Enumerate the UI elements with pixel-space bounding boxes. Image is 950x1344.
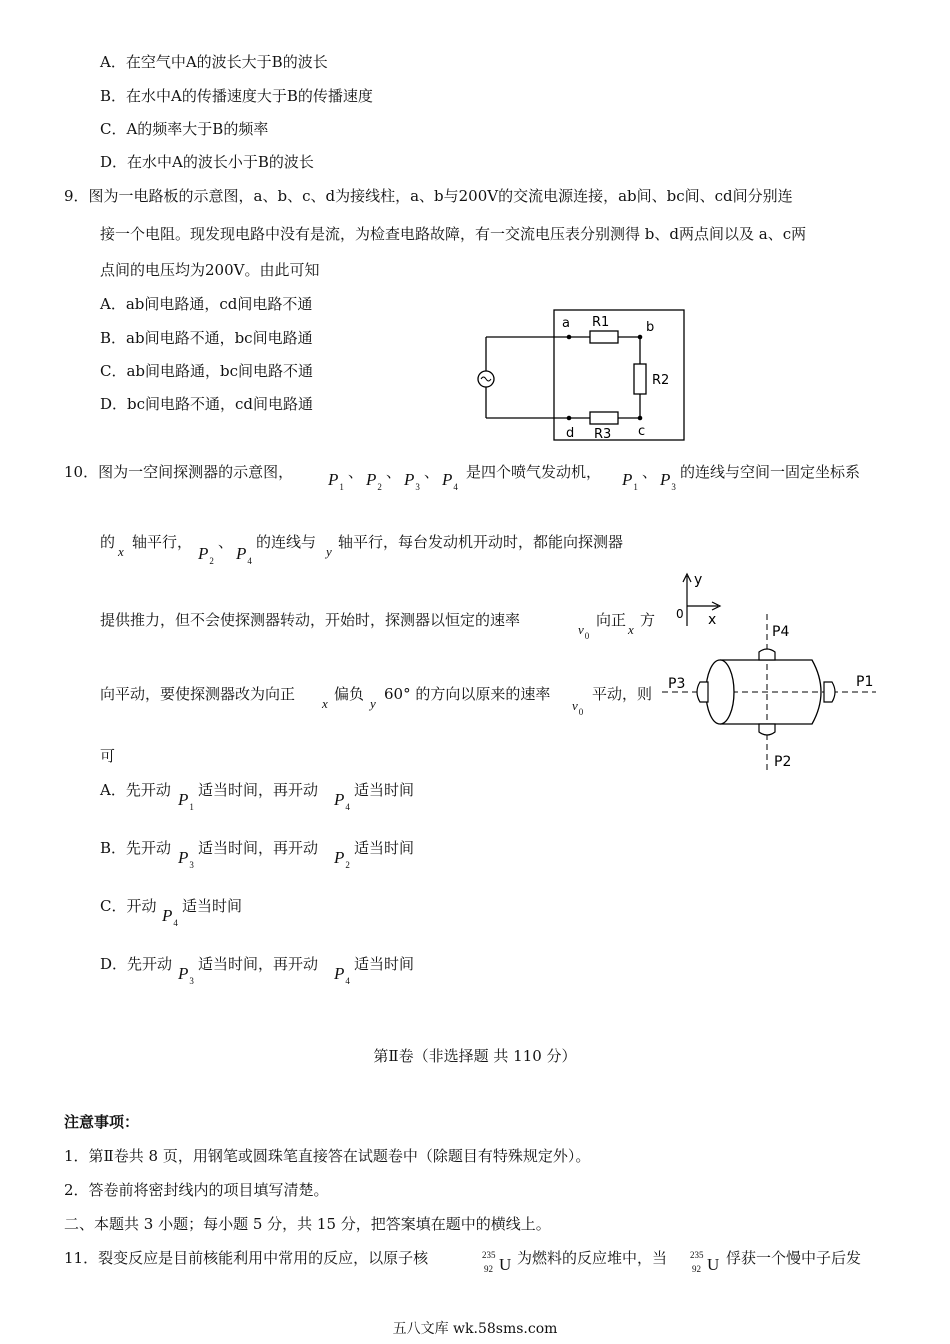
thruster-p4 bbox=[759, 649, 775, 660]
circuit-diagram bbox=[470, 304, 690, 446]
thruster-p1 bbox=[824, 682, 835, 702]
thruster-p2 bbox=[759, 724, 775, 735]
part2-title: 第Ⅱ卷（非选择题 共 110 分） bbox=[373, 1047, 577, 1065]
q9-option-c: C．ab间电路通，bc间电路不通 bbox=[100, 362, 314, 380]
sym-y: y bbox=[326, 544, 332, 559]
q9-line2: 接一个电阻。现发现电路中没有是流，为检查电路故障，有一交流电压表分别测得 b、d两点间以及 a、c两 bbox=[100, 225, 807, 243]
svg-text:x: x bbox=[708, 612, 717, 628]
space-probe-diagram bbox=[660, 610, 880, 780]
p2-label: P2 bbox=[774, 754, 792, 770]
p3-label: P3 bbox=[668, 676, 686, 692]
sym-p4-b: $P_4$ bbox=[236, 544, 252, 566]
q11-text-b: 为燃料的反应堆中，当 bbox=[517, 1249, 668, 1267]
q9-option-d: D．bc间电路不通，cd间电路通 bbox=[100, 395, 314, 413]
terminal-d-label: d bbox=[566, 426, 575, 441]
sym-p2: $P_2$ bbox=[366, 470, 382, 492]
q11-text-a: 11．裂变反应是目前核能利用中常用的反应，以原子核 bbox=[64, 1249, 429, 1267]
r1-label: R1 bbox=[592, 315, 610, 330]
sym-p3-b: $P_3$ bbox=[660, 470, 676, 492]
p4-label: P4 bbox=[772, 624, 790, 640]
q11-text-c: 俘获一个慢中子后发 bbox=[726, 1249, 862, 1267]
sym-p1: $P_1$ bbox=[328, 470, 344, 492]
q10-line1-a: 10．图为一空间探测器的示意图， bbox=[64, 463, 294, 481]
terminal-a-label: a bbox=[562, 316, 570, 331]
notice-title: 注意事项： bbox=[64, 1113, 140, 1131]
q9-option-a: A．ab间电路通，cd间电路不通 bbox=[100, 295, 313, 313]
terminal-b-label: b bbox=[646, 320, 655, 335]
section-2-heading: 二、本题共 3 小题；每小题 5 分，共 15 分，把答案填在题中的横线上。 bbox=[64, 1215, 551, 1233]
r3-label: R3 bbox=[594, 427, 612, 442]
svg-text:0: 0 bbox=[676, 607, 684, 621]
sym-x: x bbox=[118, 544, 124, 559]
resistor-r2 bbox=[634, 364, 646, 394]
q8-option-c: C．A的频率大于B的频率 bbox=[100, 120, 269, 138]
nuclide-u235: 235 92 U bbox=[482, 1250, 512, 1274]
r2-label: R2 bbox=[652, 373, 670, 388]
sym-p2-b: $P_2$ bbox=[198, 544, 214, 566]
q9-line1: 9．图为一电路板的示意图，a、b、c、d为接线柱，a、b与200V的交流电源连接，ab间、bc间、cd间分别连 bbox=[64, 187, 793, 205]
thruster-p3 bbox=[697, 682, 708, 702]
sym-p4: $P_4$ bbox=[442, 470, 458, 492]
svg-text:y: y bbox=[694, 572, 703, 588]
notice-2: 2．答卷前将密封线内的项目填写清楚。 bbox=[64, 1181, 329, 1199]
sym-v0-b: $v_0$ bbox=[572, 698, 584, 717]
q9-line3: 点间的电压均为200V。由此可知 bbox=[100, 261, 320, 279]
q9-option-b: B．ab间电路不通，bc间电路通 bbox=[100, 329, 313, 347]
q8-option-b: B．在水中A的传播速度大于B的传播速度 bbox=[100, 87, 373, 105]
resistor-r3 bbox=[590, 412, 618, 424]
resistor-r1 bbox=[590, 331, 618, 343]
footer-watermark: 五八文库 wk.58sms.com bbox=[392, 1321, 558, 1337]
p1-label: P1 bbox=[856, 674, 874, 690]
sym-p3: $P_3$ bbox=[404, 470, 420, 492]
nuclide-u235-b: 235 92 U bbox=[690, 1250, 720, 1274]
sym-v0: $v_0$ bbox=[578, 622, 590, 641]
terminal-c-label: c bbox=[638, 424, 646, 439]
q8-option-a: A．在空气中A的波长大于B的波长 bbox=[100, 53, 328, 71]
q8-option-d: D．在水中A的波长小于B的波长 bbox=[100, 153, 314, 171]
sym-p1-b: $P_1$ bbox=[622, 470, 638, 492]
notice-1: 1．第Ⅱ卷共 8 页，用钢笔或圆珠笔直接答在试题卷中（除题目有特殊规定外）。 bbox=[64, 1147, 591, 1165]
